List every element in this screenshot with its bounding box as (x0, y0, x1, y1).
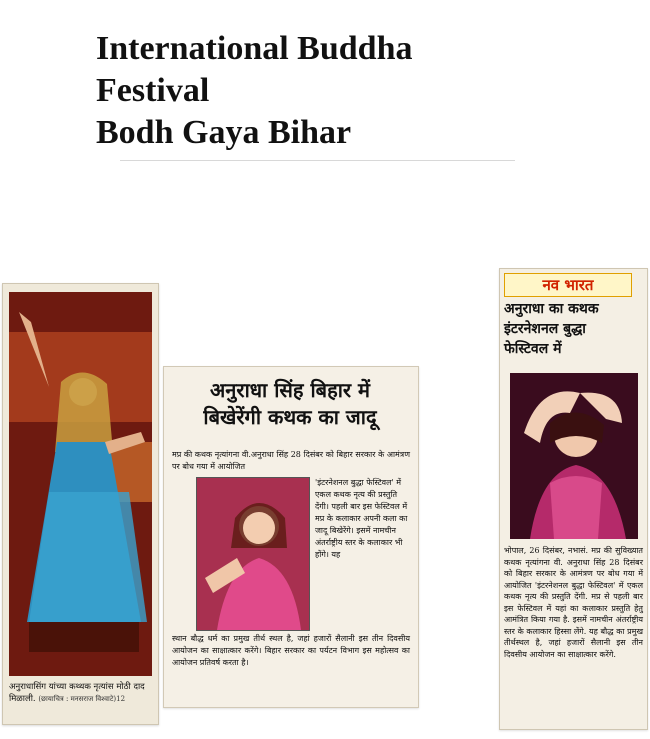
newspaper-clipping-left (2, 283, 159, 725)
newspaper-masthead: नव भारत (504, 273, 632, 297)
headline (504, 299, 643, 359)
newspaper-clipping-right (499, 268, 648, 730)
divider (120, 160, 515, 161)
body-paragraph: स्थान बौद्ध धर्म का प्रमुख तीर्थ स्थल है, जहां हजारों सैलानी इस तीन दिवसीय आयोजन का साक्षात्कार करेंगे। बिहार सरकार का पर्यटन विभाग इस महोत्सव का आयोजन प्रतिवर्ष करता है। (172, 634, 410, 667)
photo-caption (9, 681, 152, 705)
caption-text: अनुराधासिंग यांच्या कथ्थक नृत्यांस मोठी दाद मिळाली. (9, 682, 145, 704)
headline-line-2: बिखेरेंगी कथक का जादू (203, 405, 377, 429)
lead-paragraph: मप्र की कथक नृत्यांगना वी.अनुराधा सिंह 28 दिसंबर को बिहार सरकार के आमंत्रण पर बोध गया में आयोजित (172, 450, 410, 471)
dancer-closeup-photo (510, 373, 638, 539)
side-column-text: 'इंटरनेशनल बुद्धा फेस्टिवल' में एकल कथक नृत्य की प्रस्तुति देंगी। पहली बार इस फेस्टिवल में मप्र के कलाकार अपनी कला का जादू बिखेरेंगे। इसमें नामचीन अंतर्राष्ट्रीय स्तर के कलाकार भी होंगे। यह (315, 478, 408, 559)
headline-line-3: फेस्टिवल में (504, 341, 562, 357)
photo-credit: (छायाचित्र : मनसराज विश्वाटे)12 (38, 695, 126, 703)
dancer-stage-photo (9, 292, 152, 676)
headline-line-1: अनुराधा सिंह बिहार में (210, 378, 370, 402)
body-paragraph: भोपाल, 26 दिसंबर, नभासं. मप्र की सुविख्यात कथक नृत्यांगना वी. अनुराधा सिंह 28 दिसंबर को बिहार सरकार के आमंत्रण पर बोध गया में आयोजित 'इंटरनेशनल बुद्धा फेस्टिवल' में एकल कथक नृत्य की प्रस्तुति देंगी. मप्र से पहली बार इस फेस्टिवल में यहां का कलाकार प्रस्तुति हेतु आमंत्रित किया गया है. इसमें नामचीन अंतर्राष्ट्रीय स्तर के कलाकार हिस्सा लेंगे. यह बौद्ध का प्रमुख तीर्थस्थल है, जहां हजारों सैलानी इस तीन दिवसीय आयोजन का साक्षात्कार करेंगे. (504, 546, 643, 659)
page-title (96, 28, 536, 154)
newspaper-clipping-middle (163, 366, 419, 708)
title-line-3: Bodh Gaya Bihar (96, 114, 352, 151)
headline-line-1: अनुराधा का कथक (504, 301, 599, 317)
headline-line-2: इंटरनेशनल बुद्धा (504, 321, 586, 337)
headline (170, 377, 410, 431)
title-line-2: Festival (96, 72, 210, 109)
title-line-1: International Buddha (96, 30, 413, 67)
dancer-portrait-photo (196, 477, 310, 631)
